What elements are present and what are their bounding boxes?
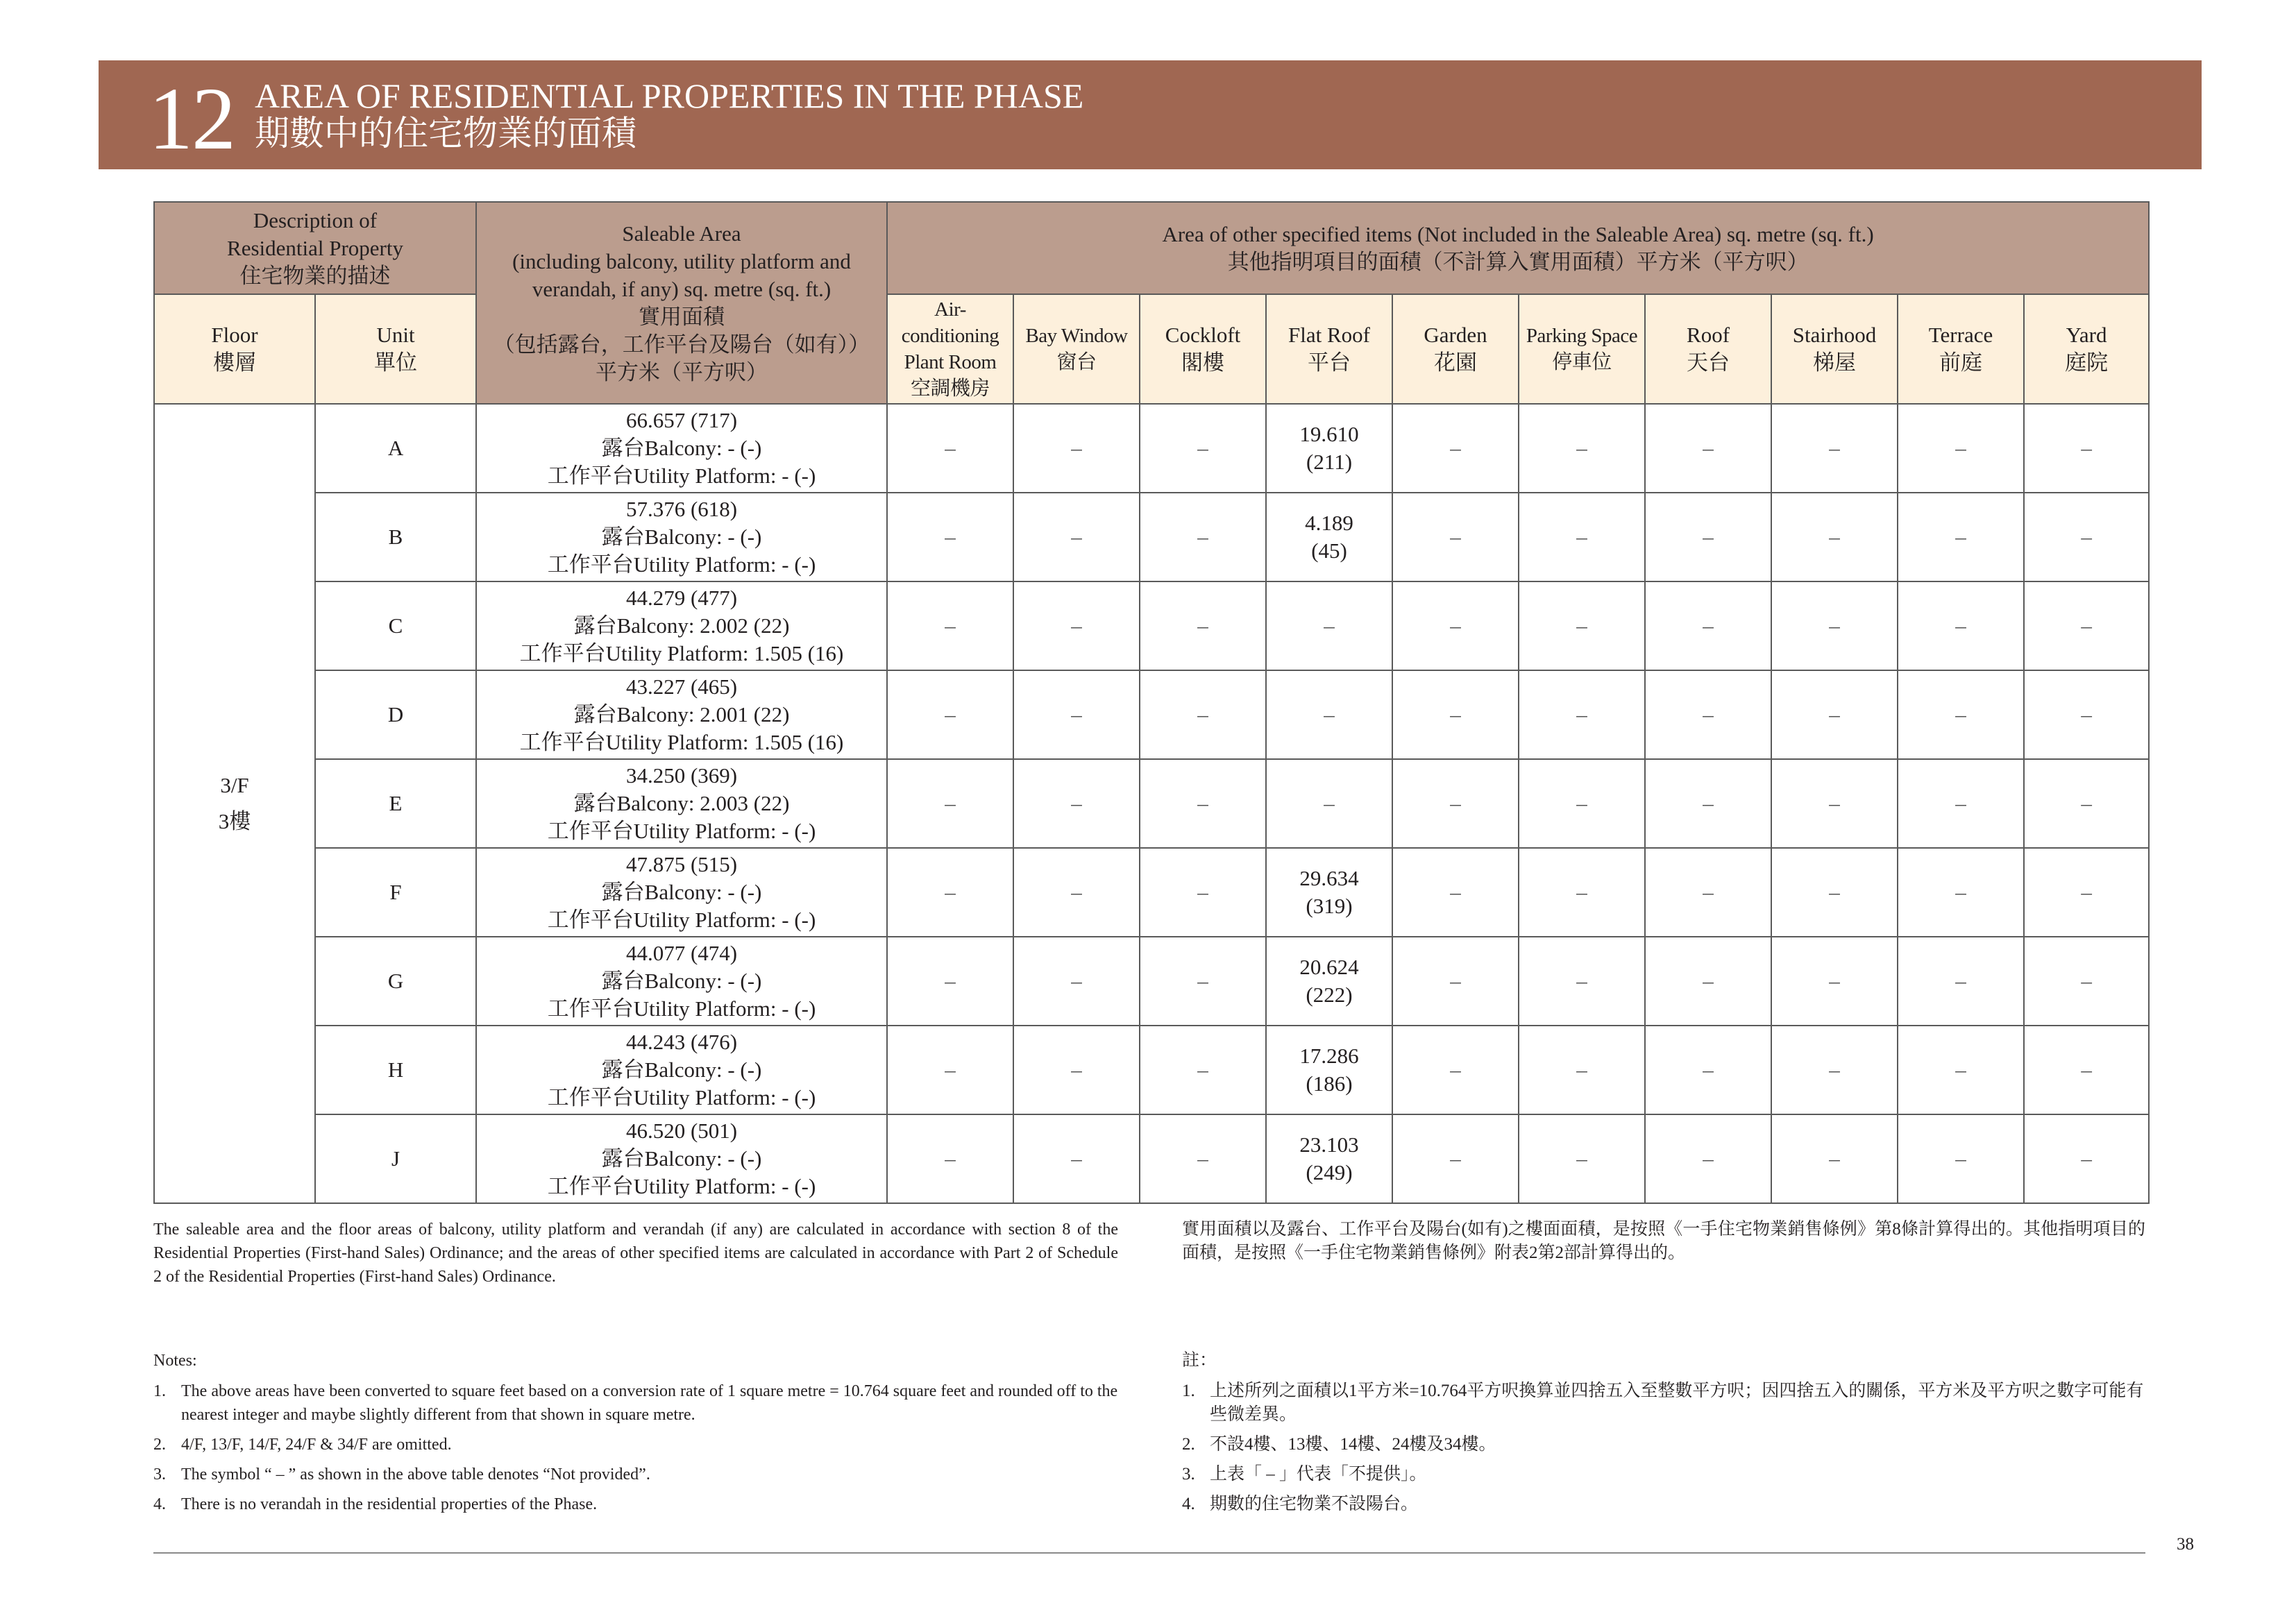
table-row [154,404,2149,493]
flatroof-cell: 4.189 (45) [1266,493,1392,581]
yard-cell: – [2024,848,2149,937]
roof-cell: – [1645,759,1771,848]
parking-cell: – [1519,848,1645,937]
ac-cell: – [887,937,1013,1026]
table-body [154,404,2149,1203]
note-item [1182,1493,2145,1516]
saleable-area-cell: 57.376 (618) 露台Balcony: - (-) 工作平台Utility Platform: - (-) [476,493,887,581]
table-row [154,493,2149,581]
unit-cell: C [315,581,476,670]
saleable-area-cell: 44.077 (474) 露台Balcony: - (-) 工作平台Utility Platform: - (-) [476,937,887,1026]
note-text: 上表「 – 」代表「不提供」。 [1210,1465,1427,1484]
cockloft-cell: – [1140,937,1266,1026]
note-item [1182,1379,2145,1427]
saleable-area-cell: 34.250 (369) 露台Balcony: 2.003 (22) 工作平台Utility Platform: - (-) [476,759,887,848]
yard-cell: – [2024,937,2149,1026]
unit-cell: H [315,1026,476,1114]
table-row [154,848,2149,937]
unit-cell: E [315,759,476,848]
saleable-area-cell: 44.243 (476) 露台Balcony: - (-) 工作平台Utility Platform: - (-) [476,1026,887,1114]
note-item [153,1463,1118,1486]
parking-cell: – [1519,493,1645,581]
stairhood-cell: – [1771,1114,1898,1203]
terrace-cell: – [1898,1026,2024,1114]
parking-cell: – [1519,759,1645,848]
header-ac-plant-room: Air- conditioning Plant Room 空調機房 [887,294,1013,404]
roof-cell: – [1645,493,1771,581]
garden-cell: – [1392,493,1519,581]
roof-cell: – [1645,848,1771,937]
footnote-zh: 實用面積以及露台、工作平台及陽台(如有)之樓面面積，是按照《一手住宅物業銷售條例》第8條計算得出的。其他指明項目的面積，是按照《一手住宅物業銷售條例》附表2第2部計算得出的。 [1182,1220,2145,1262]
flatroof-cell: 19.610 (211) [1266,404,1392,493]
header-bay-window: Bay Window 窗台 [1013,294,1140,404]
flatroof-cell: 23.103 (249) [1266,1114,1392,1203]
bay-cell: – [1013,493,1140,581]
ac-cell: – [887,848,1013,937]
cockloft-cell: – [1140,1026,1266,1114]
table-row [154,670,2149,759]
note-number: 4. [153,1495,166,1513]
note-text: The symbol “ – ” as shown in the above table denotes “Not provided”. [181,1465,650,1484]
note-item [153,1493,1118,1516]
stairhood-cell: – [1771,759,1898,848]
section-title-zh: 期數中的住宅物業的面積 [255,114,636,153]
unit-cell: G [315,937,476,1026]
notes-list-en [153,1379,1118,1522]
parking-cell: – [1519,404,1645,493]
roof-cell: – [1645,581,1771,670]
stairhood-cell: – [1771,937,1898,1026]
header-stairhood: Stairhood 梯屋 [1771,294,1898,404]
header-garden: Garden 花園 [1392,294,1519,404]
note-text: 上述所列之面積以1平方米=10.764平方呎換算並四捨五入至整數平方呎；因四捨五入的關係，平方米及平方呎之數字可能有些微差異。 [1210,1382,2144,1424]
stairhood-cell: – [1771,493,1898,581]
header-yard: Yard 庭院 [2024,294,2149,404]
bay-cell: – [1013,759,1140,848]
yard-cell: – [2024,493,2149,581]
terrace-cell: – [1898,581,2024,670]
roof-cell: – [1645,1114,1771,1203]
unit-cell: A [315,404,476,493]
ac-cell: – [887,1026,1013,1114]
ac-cell: – [887,581,1013,670]
flatroof-cell: 17.286 (186) [1266,1026,1392,1114]
bay-cell: – [1013,1026,1140,1114]
saleable-area-cell: 46.520 (501) 露台Balcony: - (-) 工作平台Utility Platform: - (-) [476,1114,887,1203]
saleable-area-cell: 44.279 (477) 露台Balcony: 2.002 (22) 工作平台Utility Platform: 1.505 (16) [476,581,887,670]
unit-cell: F [315,848,476,937]
table-row [154,581,2149,670]
header-flat-roof: Flat Roof 平台 [1266,294,1392,404]
unit-cell: B [315,493,476,581]
floor-cell: 3/F 3樓 [154,404,315,1203]
flatroof-cell: – [1266,670,1392,759]
stairhood-cell: – [1771,581,1898,670]
cockloft-cell: – [1140,493,1266,581]
parking-cell: – [1519,1026,1645,1114]
cockloft-cell: – [1140,759,1266,848]
yard-cell: – [2024,1114,2149,1203]
note-number: 2. [153,1436,166,1454]
note-text: There is no verandah in the residential properties of the Phase. [181,1495,598,1513]
garden-cell: – [1392,759,1519,848]
flatroof-cell: – [1266,581,1392,670]
header-other-items: Area of other specified items (Not included in the Saleable Area) sq. metre (sq. ft.) 其他指明項目的面積（不計算入實用面積）平方米（平方呎） [887,202,2149,294]
terrace-cell: – [1898,670,2024,759]
table-row [154,1026,2149,1114]
flatroof-cell: 20.624 (222) [1266,937,1392,1026]
bay-cell: – [1013,670,1140,759]
header-description: Description of Residential Property 住宅物業的描述 [154,202,476,294]
notes-title-en: Notes: [153,1352,197,1370]
flatroof-cell: – [1266,759,1392,848]
bay-cell: – [1013,581,1140,670]
garden-cell: – [1392,937,1519,1026]
ac-cell: – [887,493,1013,581]
saleable-area-cell: 43.227 (465) 露台Balcony: 2.001 (22) 工作平台Utility Platform: 1.505 (16) [476,670,887,759]
yard-cell: – [2024,759,2149,848]
header-terrace: Terrace 前庭 [1898,294,2024,404]
note-number: 2. [1182,1435,1195,1454]
header-floor: Floor 樓層 [154,294,315,404]
note-item [153,1379,1118,1427]
notes-title-zh: 註： [1182,1351,1217,1370]
note-text: 不設4樓、13樓、14樓、24樓及34樓。 [1210,1435,1496,1454]
parking-cell: – [1519,1114,1645,1203]
note-number: 3. [153,1465,166,1484]
flatroof-cell: 29.634 (319) [1266,848,1392,937]
stairhood-cell: – [1771,404,1898,493]
garden-cell: – [1392,848,1519,937]
note-number: 4. [1182,1495,1195,1513]
note-item [1182,1463,2145,1486]
terrace-cell: – [1898,759,2024,848]
header-unit: Unit 單位 [315,294,476,404]
saleable-area-cell: 66.657 (717) 露台Balcony: - (-) 工作平台Utility Platform: - (-) [476,404,887,493]
garden-cell: – [1392,670,1519,759]
cockloft-cell: – [1140,848,1266,937]
terrace-cell: – [1898,404,2024,493]
ac-cell: – [887,1114,1013,1203]
stairhood-cell: – [1771,1026,1898,1114]
stairhood-cell: – [1771,670,1898,759]
saleable-area-cell: 47.875 (515) 露台Balcony: - (-) 工作平台Utility Platform: - (-) [476,848,887,937]
yard-cell: – [2024,581,2149,670]
terrace-cell: – [1898,1114,2024,1203]
garden-cell: – [1392,1026,1519,1114]
ac-cell: – [887,404,1013,493]
note-text: 期數的住宅物業不設陽台。 [1210,1495,1419,1513]
garden-cell: – [1392,404,1519,493]
yard-cell: – [2024,1026,2149,1114]
header-parking-space: Parking Space 停車位 [1519,294,1645,404]
page-number: 38 [2177,1535,2194,1554]
bay-cell: – [1013,848,1140,937]
cockloft-cell: – [1140,581,1266,670]
note-item [153,1433,1118,1456]
yard-cell: – [2024,404,2149,493]
section-banner [99,60,2202,169]
header-saleable-area: Saleable Area (including balcony, utility platform and verandah, if any) sq. metre (sq. ft.) 實用面積 （包括露台，工作平台及陽台（如有）） 平方米（平方呎） [476,202,887,404]
notes-list-zh [1182,1379,2145,1522]
ac-cell: – [887,670,1013,759]
header-cockloft: Cockloft 閣樓 [1140,294,1266,404]
cockloft-cell: – [1140,670,1266,759]
garden-cell: – [1392,1114,1519,1203]
section-number: 12 [149,69,235,168]
table-row [154,937,2149,1026]
note-number: 1. [153,1382,166,1400]
yard-cell: – [2024,670,2149,759]
terrace-cell: – [1898,848,2024,937]
terrace-cell: – [1898,493,2024,581]
ac-cell: – [887,759,1013,848]
parking-cell: – [1519,581,1645,670]
note-text: The above areas have been converted to square feet based on a conversion rate of 1 square metre = 10.764 square feet and rounded off to the nearest integer and maybe slightly different from that shown in square metre. [181,1382,1118,1424]
bay-cell: – [1013,1114,1140,1203]
footnote-en: The saleable area and the floor areas of balcony, utility platform and verandah (if any) are calculated in accordance with section 8 of the Residential Properties (First-hand Sales) Ordinance; and the areas of other specified items are calculated in accordance with Part 2 of Schedule 2 of the Residential Properties (First-hand Sales) Ordinance. [153,1221,1118,1286]
section-title-en: AREA OF RESIDENTIAL PROPERTIES IN THE PHASE [255,76,1084,115]
note-number: 1. [1182,1382,1195,1400]
table-row [154,759,2149,848]
note-text: 4/F, 13/F, 14/F, 24/F & 34/F are omitted. [181,1436,452,1454]
garden-cell: – [1392,581,1519,670]
roof-cell: – [1645,1026,1771,1114]
bay-cell: – [1013,404,1140,493]
stairhood-cell: – [1771,848,1898,937]
parking-cell: – [1519,670,1645,759]
roof-cell: – [1645,670,1771,759]
cockloft-cell: – [1140,404,1266,493]
cockloft-cell: – [1140,1114,1266,1203]
note-number: 3. [1182,1465,1195,1484]
parking-cell: – [1519,937,1645,1026]
header-roof: Roof 天台 [1645,294,1771,404]
table-row [154,1114,2149,1203]
bay-cell: – [1013,937,1140,1026]
terrace-cell: – [1898,937,2024,1026]
unit-cell: J [315,1114,476,1203]
unit-cell: D [315,670,476,759]
area-table [153,201,2150,1204]
footer-rule [153,1552,2145,1554]
note-item [1182,1433,2145,1456]
roof-cell: – [1645,937,1771,1026]
roof-cell: – [1645,404,1771,493]
